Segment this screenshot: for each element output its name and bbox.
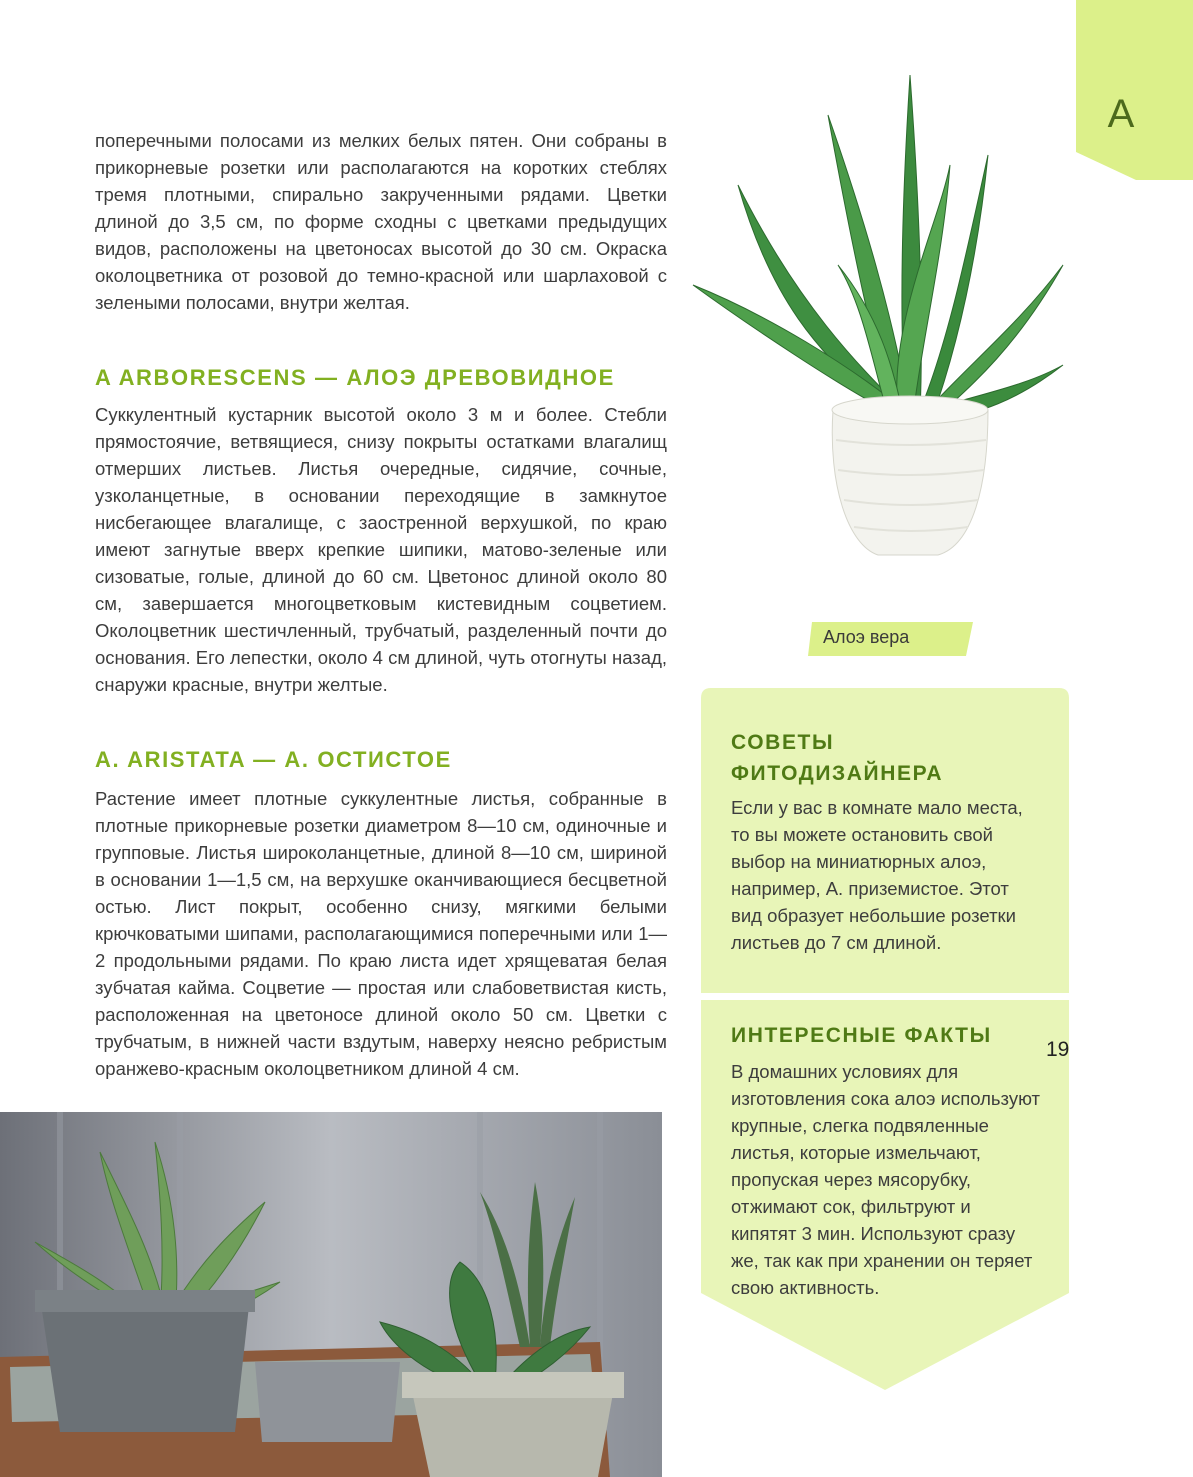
- succulents-photo: [0, 1112, 662, 1477]
- aloe-vera-photo: [688, 65, 1068, 585]
- section-letter-tab: [1076, 0, 1193, 180]
- tips-heading: СОВЕТЫ ФИТОДИЗАЙНЕРА: [731, 731, 944, 785]
- tips-text: Если у вас в комнате мало места, то вы можете остановить свой выбор на миниатюрных алоэ, например, А. приземистое. Этот вид образует небольшие розетки листьев до 7 см длиной.: [731, 797, 1023, 953]
- arborescens-heading: A ARBORESCENS — АЛОЭ ДРЕВОВИДНОЕ: [95, 365, 615, 390]
- section-letter: А: [1107, 92, 1135, 136]
- intro-paragraph: поперечными полосами из мелких белых пятен. Они собраны в прикорневые розетки или располагаются на коротких стеблях тремя плотными, спирально закрученными рядами. Цветки длиной до 3,5 см, по форме сходны с цветками предыдущих видов, расположены на цветоносах высотой до 30 см. Окраска околоцветника от розовой до темно-красной или шарлаховой с зелеными полосами, внутри желтая.: [95, 130, 667, 313]
- facts-heading: ИНТЕРЕСНЫЕ ФАКТЫ: [731, 1024, 992, 1047]
- arborescens-text: Суккулентный кустарник высотой около 3 м и более. Стебли прямостоячие, ветвящиеся, снизу покрыты остатками влагалищ отмерших листьев. Листья очередные, сидячие, сочные, узколанцетные, в основании переходящие в замкнутое нисбегающее влагалище, с заостренной верхушкой, по краю имеют загнутые вверх крепкие шипики, матово-зеленые или сизоватые, голые, длиной до 60 см. Цветонос длиной около 80 см, завершается многоцветковым кистевидным соцветием. Околоцветник шестичленный, трубчатый, разделенный почти до основания. Его лепестки, около 4 см длиной, чуть отогнуты назад, снаружи красные, внутри желтые.: [95, 404, 667, 695]
- aristata-text: Растение имеет плотные суккулентные листья, собранные в плотные прикорневые розетки диаметром 8—10 см, одиночные и групповые. Листья широколанцетные, длиной 8—10 см, шириной в основании 1—1,5 см, на верхушке оканчивающиеся бесцветной остью. Лист покрыт, особенно снизу, мягкими белыми крючковатыми шипами, располагающимися поперечными или 1—2 продольными рядами. По краю листа идет хрящеватая белая зубчатая кайма. Соцветие — простая или слабоветвистая кисть, расположенная на цветоносе длиной около 50 см. Цветки с трубчатым, в нижней части вздутым, наверху неясно ребристым оранжево-красным околоцветником длиной 4 см.: [95, 788, 667, 1079]
- facts-text: В домашних условиях для изготовления сока алоэ используют крупные, слегка подвяленные листья, которые измельчают, пропуская через мясорубку, отжимают сок, фильтруют и кипятят 3 мин. Используют сразу же, так как при хранении он теряет свою активность.: [731, 1061, 1041, 1298]
- photo-caption-text: Алоэ вера: [823, 627, 910, 647]
- photo-caption: [808, 620, 973, 656]
- aristata-heading: A. ARISTATA — А. ОСТИСТОЕ: [95, 747, 452, 772]
- page-number: 19: [1046, 1038, 1070, 1061]
